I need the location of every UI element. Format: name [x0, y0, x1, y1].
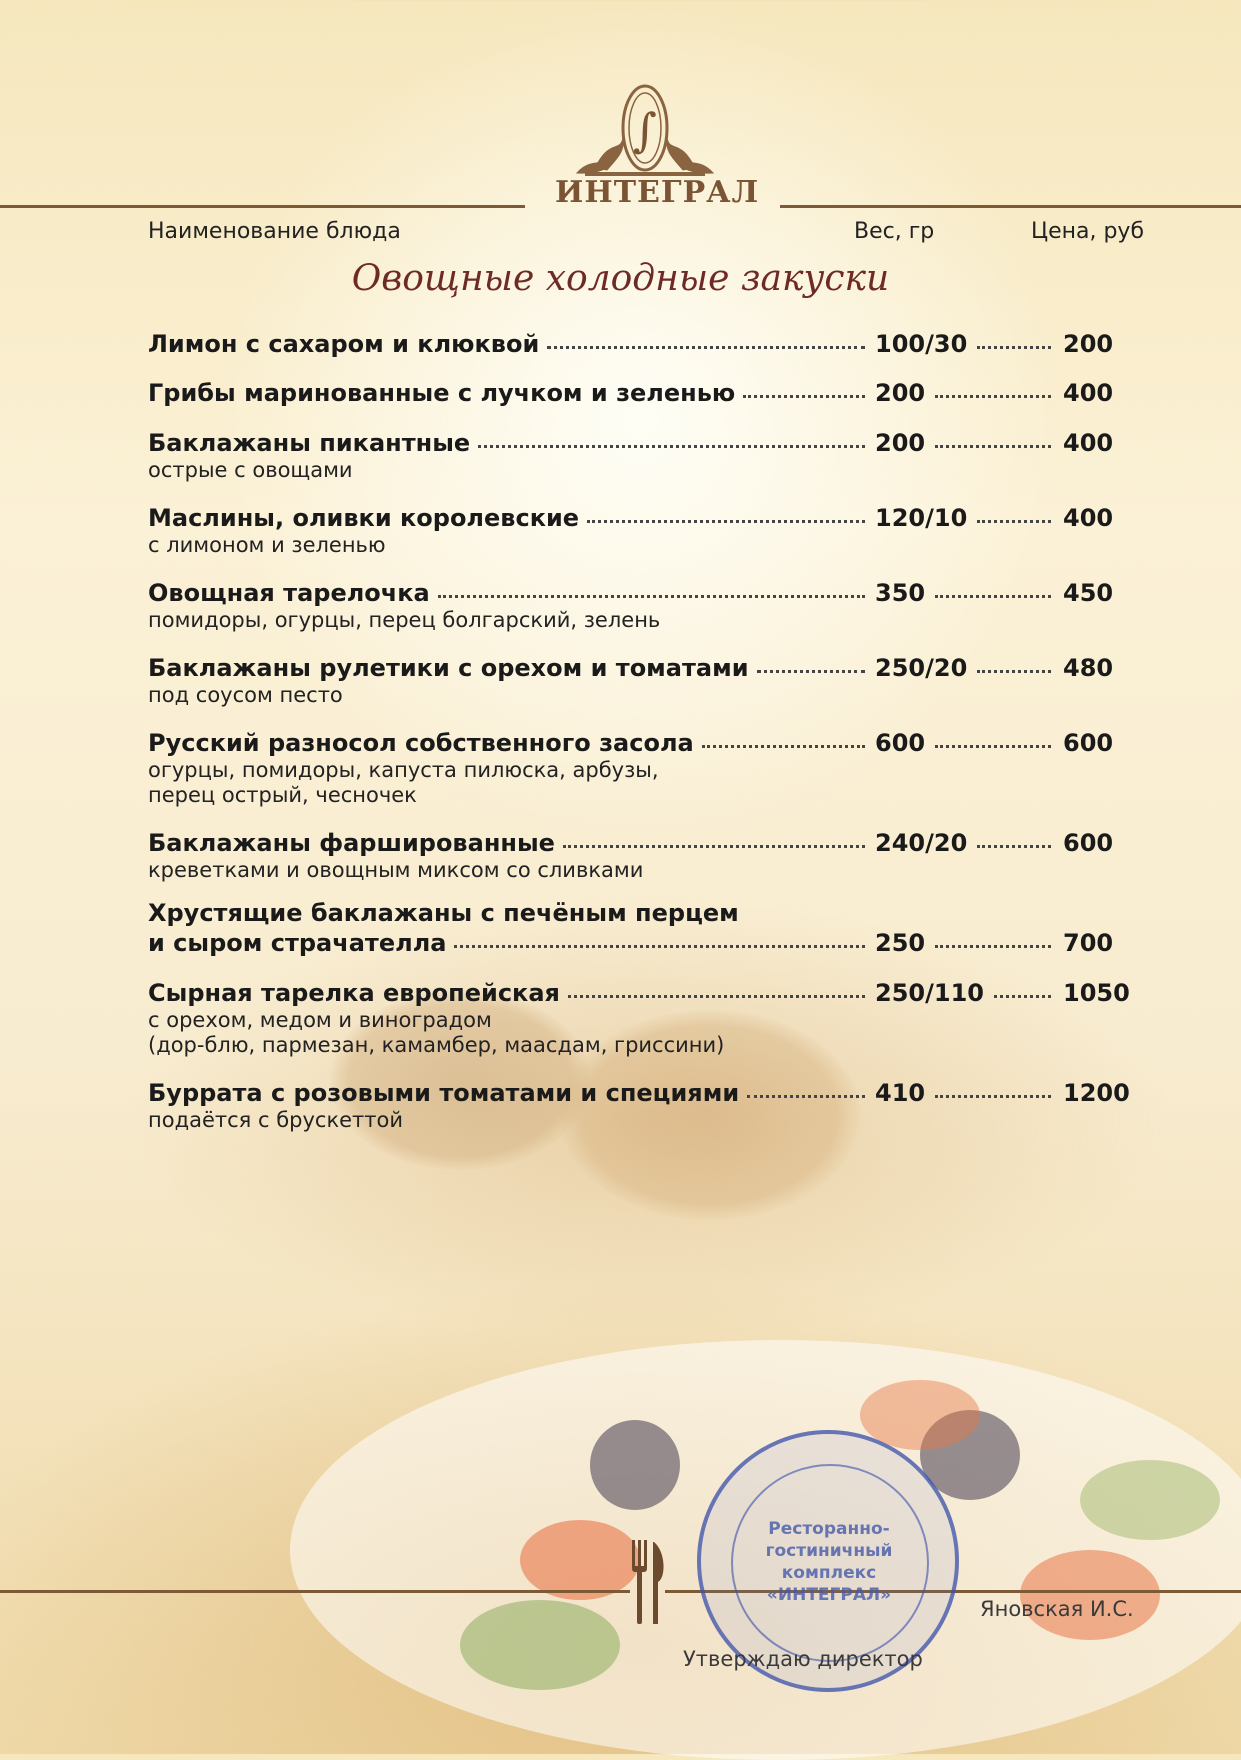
menu-item-name: Баклажаны пикантные: [148, 429, 471, 457]
column-header-name: Наименование блюда: [148, 219, 401, 244]
menu-item-price: 1200: [1063, 1079, 1130, 1107]
menu-item: [148, 329, 1138, 359]
menu-item-description: креветками и овощным миксом со сливками: [148, 858, 644, 882]
menu-item: [148, 898, 1138, 958]
menu-item-weight: 200: [875, 429, 926, 457]
dot-leader: [702, 745, 865, 748]
menu-item-description: острые с овощами: [148, 458, 353, 482]
stamp-text: Ресторанно- гостиничный комплекс «ИНТЕГРАЛ»: [765, 1519, 893, 1605]
menu-item-price: 400: [1063, 504, 1114, 532]
menu-item: [148, 503, 1138, 558]
menu-item-description: с орехом, медом и виноградом: [148, 1008, 492, 1032]
menu-item: [148, 1078, 1138, 1133]
menu-item-price: 700: [1063, 929, 1114, 957]
approval-caption: Утверждаю директор: [683, 1647, 923, 1671]
brand-name: ИНТЕГРАЛ: [555, 175, 760, 210]
menu-item-price: 1050: [1063, 979, 1130, 1007]
greens-image: [1080, 1460, 1220, 1540]
menu-item-name: Лимон с сахаром и клюквой: [148, 330, 540, 358]
dot-leader: [438, 595, 865, 598]
dot-leader: [935, 595, 1051, 598]
dot-leader: [478, 445, 865, 448]
dot-leader: [568, 995, 865, 998]
footer-rule-left: [0, 1590, 630, 1593]
menu-item-weight: 250/20: [875, 654, 968, 682]
menu-item-description: (дор-блю, пармезан, камамбер, маасдам, гриссини): [148, 1033, 725, 1057]
menu-item: [148, 428, 1138, 483]
menu-item-weight: 200: [875, 379, 926, 407]
menu-item: [148, 653, 1138, 708]
column-header-weight: Вес, гр: [854, 219, 935, 244]
menu-item-weight: 240/20: [875, 829, 968, 857]
olive-image: [590, 1420, 680, 1510]
menu-item-price: 200: [1063, 330, 1114, 358]
menu-item-name: Маслины, оливки королевские: [148, 504, 580, 532]
dot-leader: [743, 395, 865, 398]
dot-leader: [977, 520, 1051, 523]
menu-item: [148, 978, 1138, 1058]
menu-item-name: Баклажаны рулетики с орехом и томатами: [148, 654, 749, 682]
menu-item-weight: 600: [875, 729, 926, 757]
header-rule-right: [780, 205, 1241, 208]
menu-item-description: под соусом песто: [148, 683, 343, 707]
menu-item: [148, 828, 1138, 883]
menu-item: [148, 378, 1138, 408]
dot-leader: [977, 845, 1051, 848]
menu-item-description: перец острый, чесночек: [148, 783, 417, 807]
menu-item-weight: 250/110: [875, 979, 984, 1007]
cutlery-icon: [624, 1538, 670, 1626]
dot-leader: [563, 845, 865, 848]
menu-item-weight: 410: [875, 1079, 926, 1107]
dot-leader: [935, 745, 1051, 748]
dot-leader: [547, 346, 865, 349]
dot-leader: [757, 670, 865, 673]
menu-item-weight: 350: [875, 579, 926, 607]
menu-item-price: 480: [1063, 654, 1114, 682]
menu-item-description: помидоры, огурцы, перец болгарский, зелень: [148, 608, 661, 632]
menu-item-price: 600: [1063, 829, 1114, 857]
menu-item-price: 400: [1063, 429, 1114, 457]
brand-monogram: ∫: [633, 103, 657, 157]
menu-item-name: и сыром страчателла: [148, 929, 447, 957]
tomato-image: [1020, 1550, 1160, 1640]
menu-item: [148, 578, 1138, 633]
menu-item: [148, 728, 1138, 808]
dot-leader: [935, 395, 1051, 398]
menu-item-name: Сырная тарелка европейская: [148, 979, 560, 1007]
menu-item-name: Буррата с розовыми томатами и специями: [148, 1079, 740, 1107]
menu-item-name: Баклажаны фаршированные: [148, 829, 555, 857]
dot-leader: [977, 346, 1051, 349]
dot-leader: [935, 1095, 1051, 1098]
menu-item-name: Русский разносол собственного засола: [148, 729, 694, 757]
dot-leader: [977, 670, 1051, 673]
menu-item-price: 450: [1063, 579, 1114, 607]
menu-item-name: Хрустящие баклажаны с печёным перцем: [148, 899, 739, 927]
menu-item-name: Грибы маринованные с лучком и зеленью: [148, 379, 736, 407]
dot-leader: [454, 945, 865, 948]
section-title: Овощные холодные закуски: [351, 258, 890, 299]
dot-leader: [587, 520, 865, 523]
dot-leader: [935, 445, 1051, 448]
dot-leader: [747, 1095, 865, 1098]
menu-item-name: Овощная тарелочка: [148, 579, 430, 607]
menu-item-description: огурцы, помидоры, капуста пилюска, арбузы,: [148, 758, 659, 782]
menu-item-weight: 250: [875, 929, 926, 957]
menu-item-weight: 120/10: [875, 504, 968, 532]
tomato-image: [520, 1520, 640, 1600]
column-header-price: Цена, руб: [1031, 219, 1145, 244]
menu-item-weight: 100/30: [875, 330, 968, 358]
menu-item-price: 600: [1063, 729, 1114, 757]
menu-item-price: 400: [1063, 379, 1114, 407]
dot-leader: [935, 945, 1051, 948]
header-rule-left: [0, 205, 525, 208]
menu-item-description: подаётся с брускеттой: [148, 1108, 404, 1132]
menu-item-description: с лимоном и зеленью: [148, 533, 386, 557]
greens-image: [460, 1600, 620, 1690]
dot-leader: [994, 995, 1051, 998]
signer-name: Яновская И.С.: [980, 1597, 1134, 1621]
